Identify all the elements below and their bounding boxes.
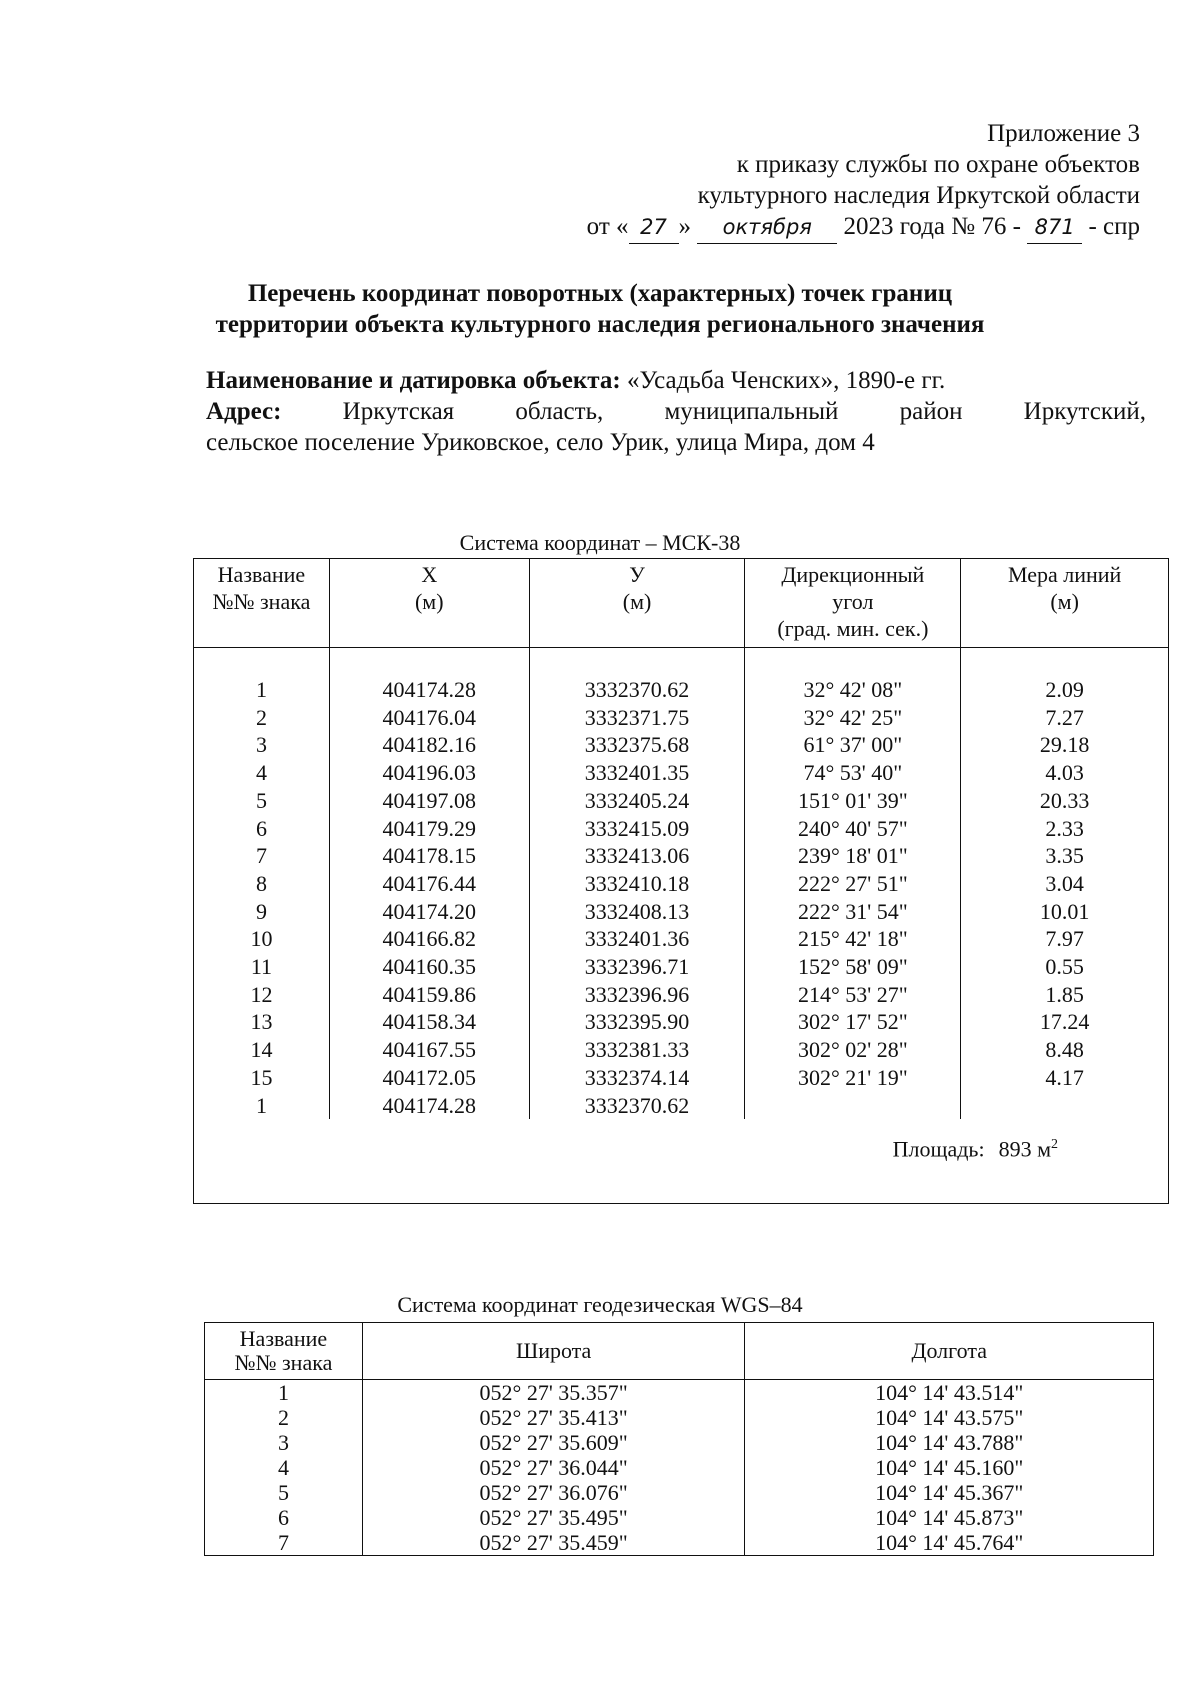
- table-row: [194, 1008, 1169, 1036]
- table2-caption: Система координат геодезическая WGS–84: [397, 1292, 803, 1317]
- header-line: (м): [414, 589, 444, 614]
- table-cell: 3332401.36: [529, 925, 745, 953]
- header-line: X: [421, 562, 438, 587]
- table-cell: 3332370.62: [529, 676, 745, 704]
- table1-header-row: [194, 559, 1169, 648]
- table-cell: 8.48: [961, 1036, 1169, 1064]
- table-row: [194, 953, 1169, 981]
- object-name-value: «Усадьба Ченских», 1890-е гг.: [626, 367, 946, 394]
- header-line: Дирекционный: [781, 562, 925, 587]
- header-line: угол: [832, 589, 874, 614]
- table-cell: 1: [194, 1092, 330, 1120]
- area-unit-exponent: 2: [1051, 1137, 1058, 1153]
- table-cell: 3332371.75: [529, 704, 745, 732]
- table-cell: 052° 27' 35.413": [362, 1405, 745, 1430]
- table-cell: 052° 27' 35.495": [362, 1505, 745, 1530]
- appendix-label: Приложение 3: [987, 120, 1140, 147]
- object-name-label: Наименование и датировка объекта:: [206, 367, 621, 394]
- area-row: [194, 1119, 1169, 1175]
- table-cell: 2.09: [961, 676, 1169, 704]
- table-cell: 151° 01' 39": [745, 787, 961, 815]
- table-cell: 6: [194, 815, 330, 843]
- table-cell: 12: [194, 981, 330, 1009]
- table1-body: [194, 648, 1169, 1204]
- table2-header-row: [205, 1323, 1154, 1380]
- address-word: муниципальный: [664, 398, 839, 425]
- date-prefix: от «: [586, 213, 629, 240]
- date-month: октября: [697, 212, 837, 244]
- table-cell: 32° 42' 08": [745, 676, 961, 704]
- table-row: [194, 870, 1169, 898]
- table-cell: 8: [194, 870, 330, 898]
- table-cell: 3332408.13: [529, 898, 745, 926]
- table-cell: 11: [194, 953, 330, 981]
- table-cell: 104° 14' 43.514": [745, 1380, 1154, 1406]
- table1-header-cell: [745, 559, 961, 648]
- title-line-1: Перечень координат поворотных (характерных) точек границ: [247, 280, 953, 307]
- table-cell: 7.27: [961, 704, 1169, 732]
- table-row: [194, 898, 1169, 926]
- table-cell: 404174.28: [329, 1092, 529, 1120]
- address-line-2: сельское поселение Уриковское, село Урик, улица Мира, дом 4: [206, 429, 875, 456]
- header-line: Название: [217, 562, 306, 587]
- table1-header-cell: [194, 559, 330, 648]
- table-cell: 3332375.68: [529, 731, 745, 759]
- table-cell: 152° 58' 09": [745, 953, 961, 981]
- table-cell: 404196.03: [329, 759, 529, 787]
- table-cell: 222° 27' 51": [745, 870, 961, 898]
- table-cell: 052° 27' 36.076": [362, 1480, 745, 1505]
- table-cell: 052° 27' 35.609": [362, 1430, 745, 1455]
- header-line: Название: [239, 1326, 328, 1351]
- wgs84-coordinates-table: [204, 1322, 1154, 1556]
- header-line: (град. мин. сек.): [777, 616, 929, 641]
- table-row: [205, 1505, 1154, 1530]
- table-cell: 61° 37' 00": [745, 731, 961, 759]
- table-cell: 7: [205, 1530, 363, 1556]
- table-cell: 404176.04: [329, 704, 529, 732]
- address-word: район: [899, 398, 963, 425]
- table-cell: 3332395.90: [529, 1008, 745, 1036]
- header-line: У: [629, 562, 645, 587]
- table2-header-cell: [745, 1323, 1154, 1380]
- area-cell: [194, 1119, 1169, 1175]
- table-row: [194, 1036, 1169, 1064]
- address-word: Иркутский,: [1023, 398, 1146, 425]
- order-number: 871: [1027, 212, 1082, 244]
- date-day: 27: [629, 212, 679, 244]
- table-cell: 404172.05: [329, 1064, 529, 1092]
- table-cell: 4: [194, 759, 330, 787]
- table-cell: 3332415.09: [529, 815, 745, 843]
- header-line: Широта: [516, 1338, 592, 1363]
- table-cell: 15: [194, 1064, 330, 1092]
- table-cell: 104° 14' 43.575": [745, 1405, 1154, 1430]
- table-cell: 10: [194, 925, 330, 953]
- address-word: Иркутская: [342, 398, 455, 425]
- table-cell: 3332370.62: [529, 1092, 745, 1120]
- table-cell: 0.55: [961, 953, 1169, 981]
- table-row: [205, 1405, 1154, 1430]
- table-cell: 404176.44: [329, 870, 529, 898]
- header-line: Долгота: [911, 1338, 987, 1363]
- spacer-cell: [529, 648, 745, 677]
- date-year: 2023 года № 76 -: [843, 213, 1021, 240]
- table-cell: 404158.34: [329, 1008, 529, 1036]
- table-row: [194, 1064, 1169, 1092]
- table-cell: 240° 40' 57": [745, 815, 961, 843]
- table2-body: [205, 1380, 1154, 1556]
- spacer-cell: [745, 648, 961, 677]
- address-label: Адрес:: [206, 398, 282, 425]
- table-cell: 7.97: [961, 925, 1169, 953]
- table-cell: 1: [194, 676, 330, 704]
- table-row: [205, 1430, 1154, 1455]
- table-cell: 3332410.18: [529, 870, 745, 898]
- table-cell: 404174.28: [329, 676, 529, 704]
- filler-cell: [194, 1175, 1169, 1203]
- table-cell: 3.04: [961, 870, 1169, 898]
- table-row: [205, 1480, 1154, 1505]
- table-cell: 20.33: [961, 787, 1169, 815]
- order-ref-line: к приказу службы по охране объектов: [736, 151, 1140, 178]
- table-cell: 1: [205, 1380, 363, 1406]
- table-cell: 10.01: [961, 898, 1169, 926]
- table1-caption: Система координат – МСК-38: [459, 530, 741, 555]
- table2-header-cell: [362, 1323, 745, 1380]
- msk38-coordinates-table: [193, 558, 1169, 1204]
- table-cell: 32° 42' 25": [745, 704, 961, 732]
- table-row: [194, 676, 1169, 704]
- table-cell: 4: [205, 1455, 363, 1480]
- table1-header-cell: [961, 559, 1169, 648]
- spacer-cell: [194, 648, 330, 677]
- agency-line: культурного наследия Иркутской области: [697, 182, 1140, 209]
- table-cell: 3332401.35: [529, 759, 745, 787]
- table-row: [194, 759, 1169, 787]
- area-label: Площадь:: [892, 1136, 985, 1162]
- table-cell: 052° 27' 36.044": [362, 1455, 745, 1480]
- title-line-2: территории объекта культурного наследия регионального значения: [215, 311, 985, 338]
- table-cell: 3332413.06: [529, 842, 745, 870]
- table-cell: 3332396.71: [529, 953, 745, 981]
- header-line: Мера линий: [1007, 562, 1122, 587]
- table-cell: 2: [205, 1405, 363, 1430]
- table-row: [194, 925, 1169, 953]
- table-row: [194, 981, 1169, 1009]
- table-cell: 302° 21' 19": [745, 1064, 961, 1092]
- table-cell: 302° 02' 28": [745, 1036, 961, 1064]
- table-cell: 404159.86: [329, 981, 529, 1009]
- table-cell: 3.35: [961, 842, 1169, 870]
- table-row: [194, 731, 1169, 759]
- table-cell: 302° 17' 52": [745, 1008, 961, 1036]
- table-cell: 3332396.96: [529, 981, 745, 1009]
- table-row: [205, 1380, 1154, 1406]
- address-word: область,: [515, 398, 604, 425]
- table1-header-cell: [329, 559, 529, 648]
- table-cell: 222° 31' 54": [745, 898, 961, 926]
- order-suffix: - спр: [1088, 213, 1140, 240]
- table-cell: 404160.35: [329, 953, 529, 981]
- header-line: №№ знака: [212, 589, 311, 614]
- table-cell: 3: [194, 731, 330, 759]
- table-cell: 3: [205, 1430, 363, 1455]
- table-cell: 5: [205, 1480, 363, 1505]
- table-cell: 14: [194, 1036, 330, 1064]
- table-cell: 17.24: [961, 1008, 1169, 1036]
- document-title: [0, 278, 1200, 340]
- table-cell: 74° 53' 40": [745, 759, 961, 787]
- table-cell: 4.03: [961, 759, 1169, 787]
- table1-header-cell: [529, 559, 745, 648]
- table-row: [194, 787, 1169, 815]
- table-cell: [961, 1092, 1169, 1120]
- table-cell: 215° 42' 18": [745, 925, 961, 953]
- header-line: (м): [622, 589, 652, 614]
- table-cell: 104° 14' 43.788": [745, 1430, 1154, 1455]
- table-cell: 052° 27' 35.357": [362, 1380, 745, 1406]
- date-mid: »: [678, 213, 692, 240]
- header-line: №№ знака: [234, 1350, 333, 1375]
- table-cell: 104° 14' 45.873": [745, 1505, 1154, 1530]
- table-cell: 2.33: [961, 815, 1169, 843]
- table-row: [194, 815, 1169, 843]
- table-row: [205, 1455, 1154, 1480]
- table1-spacer-row: [194, 648, 1169, 677]
- table-row: [205, 1530, 1154, 1556]
- table-cell: 13: [194, 1008, 330, 1036]
- table-cell: 404197.08: [329, 787, 529, 815]
- table-cell: 4.17: [961, 1064, 1169, 1092]
- table-cell: [745, 1092, 961, 1120]
- table-cell: 404182.16: [329, 731, 529, 759]
- table1-filler-row: [194, 1175, 1169, 1203]
- address-line-1: [206, 396, 1146, 427]
- header-line: (м): [1050, 589, 1079, 614]
- table-cell: 104° 14' 45.160": [745, 1455, 1154, 1480]
- table-row: [194, 842, 1169, 870]
- object-info: [206, 365, 1146, 458]
- table-cell: 3332405.24: [529, 787, 745, 815]
- table-cell: 404174.20: [329, 898, 529, 926]
- table-cell: 404167.55: [329, 1036, 529, 1064]
- table-cell: 29.18: [961, 731, 1169, 759]
- table-cell: 052° 27' 35.459": [362, 1530, 745, 1556]
- table-cell: 404179.29: [329, 815, 529, 843]
- table-cell: 5: [194, 787, 330, 815]
- table-cell: 404178.15: [329, 842, 529, 870]
- table-cell: 214° 53' 27": [745, 981, 961, 1009]
- table-cell: 239° 18' 01": [745, 842, 961, 870]
- table-cell: 6: [205, 1505, 363, 1530]
- table-cell: 1.85: [961, 981, 1169, 1009]
- table-cell: 104° 14' 45.367": [745, 1480, 1154, 1505]
- table-cell: 3332374.14: [529, 1064, 745, 1092]
- object-name-line: [206, 365, 1146, 396]
- table-cell: 404166.82: [329, 925, 529, 953]
- table-cell: 104° 14' 45.764": [745, 1530, 1154, 1556]
- appendix-header: [587, 118, 1140, 244]
- table2-header-cell: [205, 1323, 363, 1380]
- table-cell: 7: [194, 842, 330, 870]
- table-cell: 9: [194, 898, 330, 926]
- area-value: 893 м: [998, 1136, 1051, 1162]
- table-row: [194, 704, 1169, 732]
- table-cell: 2: [194, 704, 330, 732]
- table-row: [194, 1092, 1169, 1120]
- spacer-cell: [329, 648, 529, 677]
- spacer-cell: [961, 648, 1169, 677]
- table-cell: 3332381.33: [529, 1036, 745, 1064]
- order-date-line: [587, 211, 1140, 244]
